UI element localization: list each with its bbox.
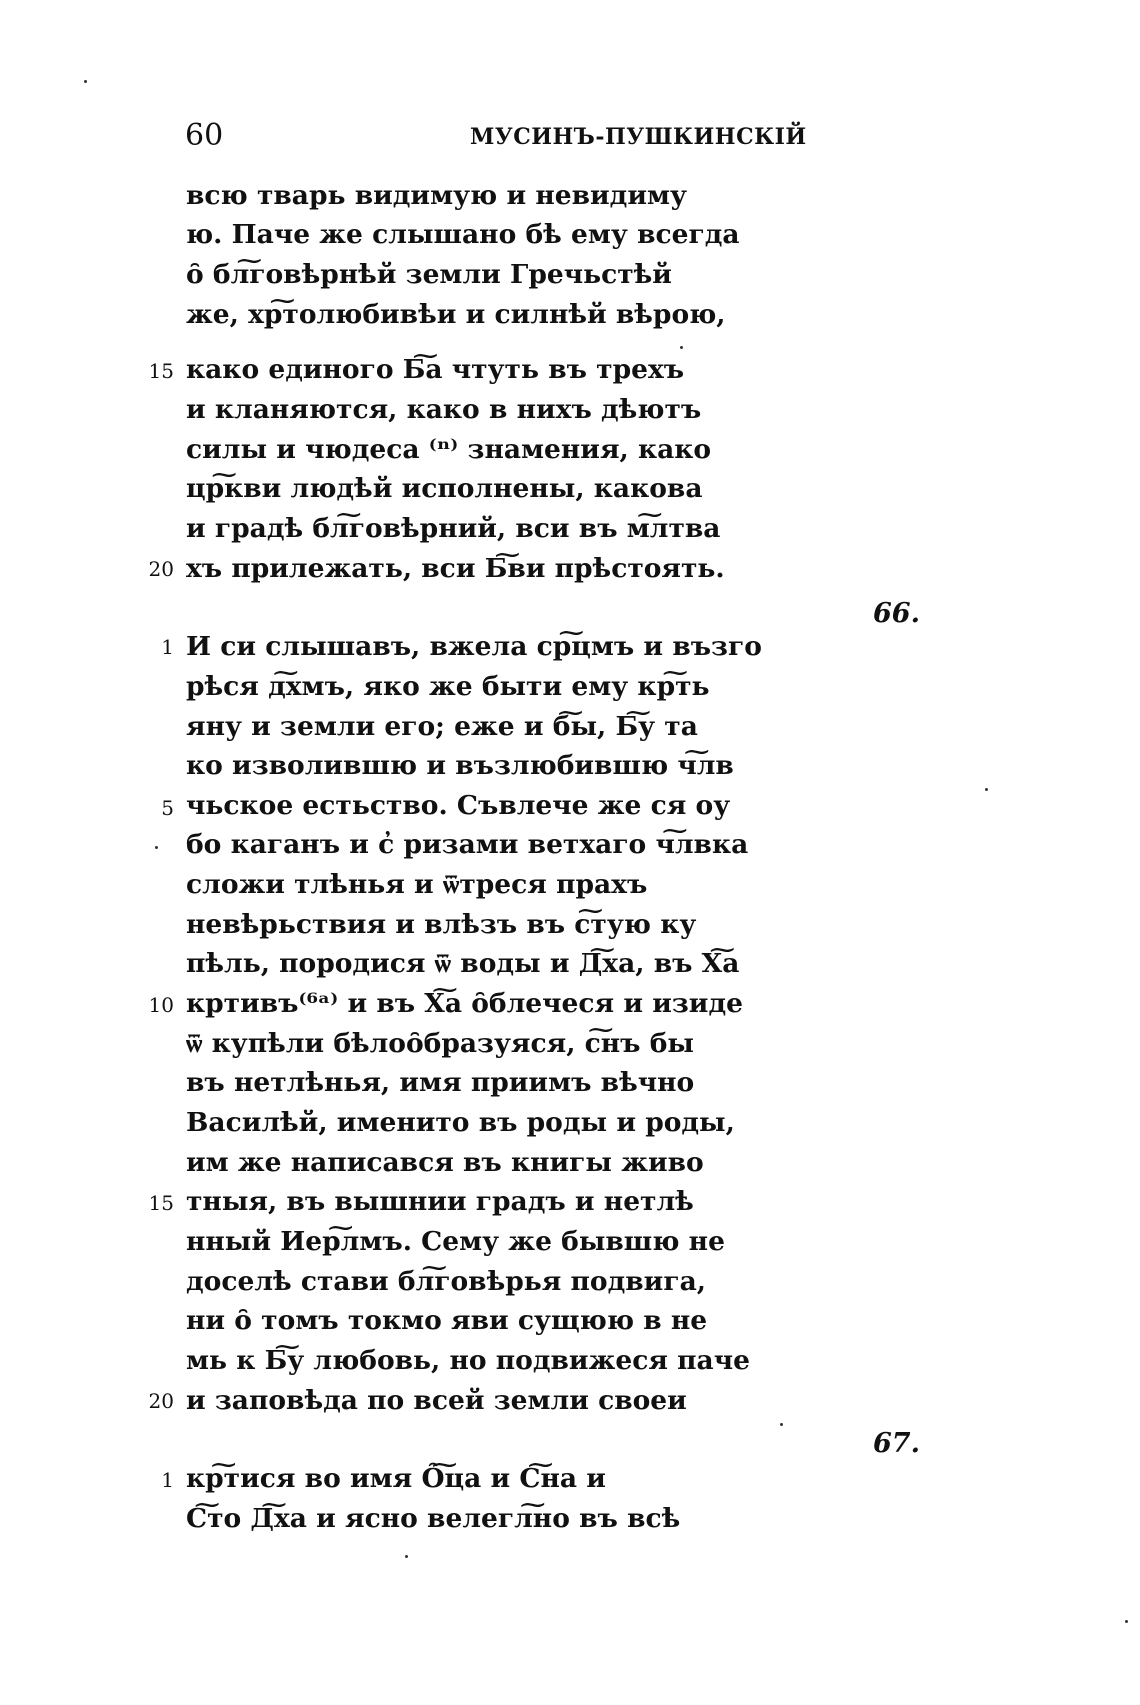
text-line: ко изволившю и възлюбившю ч͠лв bbox=[186, 750, 734, 781]
text-line: кртивъ⁽⁶ᵃ⁾ и въ Х͠а ȏблечеся и изиде bbox=[186, 988, 743, 1019]
text-line: тныя, въ вышнии градъ и нетлѣ bbox=[186, 1186, 694, 1217]
text-line: кр͠тися во имя Ȏ͠ца и С͠на и bbox=[186, 1463, 606, 1494]
text-line: нный Иер͠лмъ. Сему же бывшю не bbox=[186, 1226, 725, 1257]
text-line: ни ȏ томъ токмо яви сущюю в не bbox=[186, 1305, 708, 1336]
page-number: 60 bbox=[185, 118, 224, 153]
scan-speck bbox=[155, 846, 158, 849]
text-line: мь к Б͠у любовь, но подвижеся паче bbox=[186, 1345, 750, 1376]
text-line: ю. Паче же слышано бѣ ему всегда bbox=[186, 219, 740, 250]
text-line: Василѣй, именито въ роды и роды, bbox=[186, 1107, 735, 1138]
text-line: бо каганъ и с̓ ризами ветхаго ч͠лвка bbox=[186, 829, 749, 860]
text-line: И си слышавъ, вжела ср͠цмъ и възго bbox=[186, 631, 762, 662]
running-title: МУСИНЪ-ПУШКИНСКІЙ bbox=[470, 124, 807, 150]
text-line: ѿ купѣли бѣлоȏбразуяся, с͠нъ бы bbox=[186, 1028, 694, 1059]
text-line: хъ прилежать, вси Б͠ви прѣстоять. bbox=[186, 553, 725, 584]
scan-speck bbox=[1125, 1620, 1128, 1623]
scan-speck bbox=[985, 788, 988, 791]
text-line: ȏ бл͠говѣрнѣй земли Гречьстѣй bbox=[186, 259, 672, 290]
text-line: всю тварь видимую и невидиму bbox=[186, 180, 687, 211]
folio-marker: 66. bbox=[873, 598, 920, 629]
text-line: чьское естьство. Съвлече же ся оу bbox=[186, 790, 731, 821]
text-line: доселѣ стави бл͠говѣрья подвига, bbox=[186, 1266, 706, 1297]
text-line: силы и чюдеса ⁽ⁿ⁾ знамения, како bbox=[186, 434, 712, 465]
text-line: С͠то Д͠ха и ясно велегл͠но въ всѣ bbox=[186, 1503, 681, 1534]
text-line: како единого Б͠а чтуть въ трехъ bbox=[186, 354, 685, 385]
scan-speck bbox=[680, 346, 683, 349]
line-number: 1 bbox=[161, 1468, 174, 1492]
text-line: рѣся д͠хмъ, яко же быти ему кр͠ть bbox=[186, 671, 710, 702]
text-line: невѣрьствия и влѣзъ въ с͠тую ку bbox=[186, 909, 697, 940]
scan-speck bbox=[780, 1423, 783, 1426]
scan-speck bbox=[405, 1555, 408, 1558]
text-line: и градѣ бл͠говѣрний, вси въ м͠лтва bbox=[186, 513, 721, 544]
text-line: въ нетлѣнья, имя приимъ вѣчно bbox=[186, 1067, 695, 1098]
text-line: сложи тлѣнья и ѿтреся прахъ bbox=[186, 869, 648, 900]
line-number: 1 bbox=[161, 635, 174, 659]
line-number: 5 bbox=[161, 796, 174, 820]
text-line: пѣль, породися ѿ воды и Д͠ха, въ Х͠а bbox=[186, 948, 740, 979]
text-line: цр͠кви людѣй исполнены, какова bbox=[186, 473, 703, 504]
line-number: 20 bbox=[148, 1389, 174, 1413]
line-number: 20 bbox=[148, 557, 174, 581]
line-number: 15 bbox=[148, 1191, 174, 1215]
text-line: и кланяются, како в нихъ дѣютъ bbox=[186, 394, 702, 425]
text-line: яну и земли его; еже и б͠ы, Б͠у та bbox=[186, 711, 698, 742]
line-number: 15 bbox=[148, 359, 174, 383]
text-line: же, хр͠толюбивѣи и силнѣй вѣрою, bbox=[186, 299, 726, 330]
folio-marker: 67. bbox=[873, 1428, 920, 1459]
text-line: и заповѣда по всей земли своеи bbox=[186, 1385, 687, 1416]
scan-speck bbox=[84, 80, 87, 83]
text-line: им же написався въ книгы живо bbox=[186, 1147, 704, 1178]
line-number: 10 bbox=[148, 993, 174, 1017]
